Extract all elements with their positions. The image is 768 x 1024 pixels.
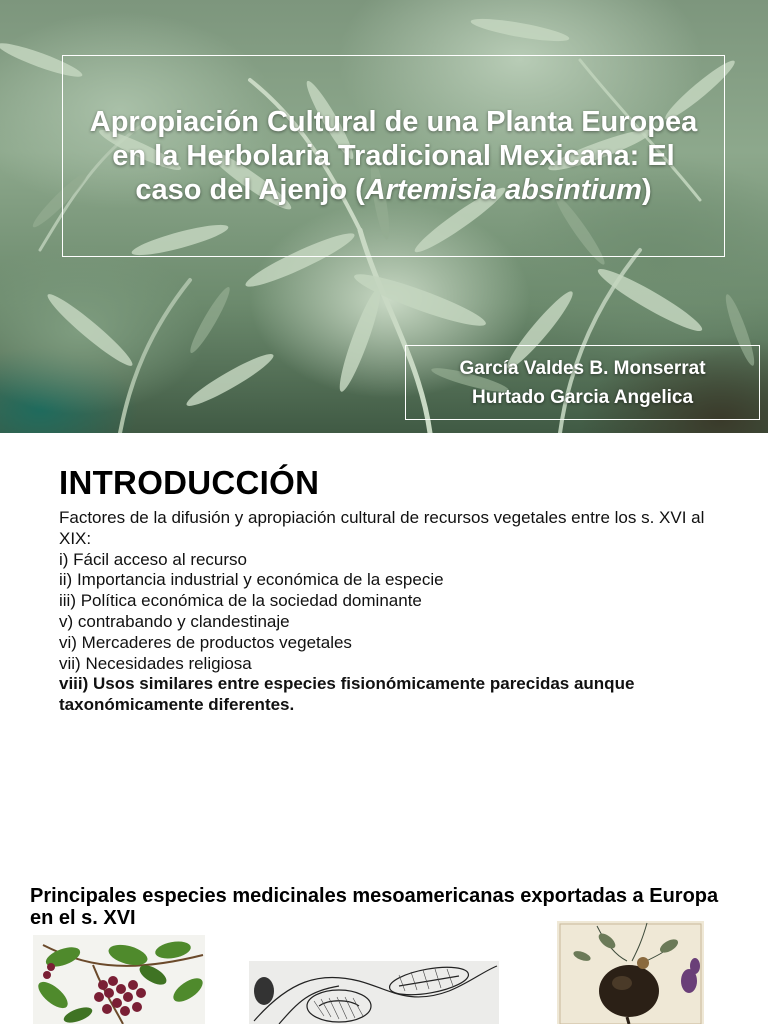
author-2: Hurtado Garcia Angelica: [471, 386, 694, 408]
list-item: ii) Importancia industrial y económica de la especie: [59, 570, 444, 590]
list-item: vii) Necesidades religiosa: [59, 653, 252, 673]
engraving-illustration-image: [249, 961, 499, 1024]
introduction-body: [59, 508, 719, 716]
list-item: vi) Mercaderes de productos vegetales: [59, 632, 352, 652]
author-1: García Valdes B. Monserrat: [459, 357, 706, 379]
title-text-closing: ): [641, 174, 652, 206]
botanical-plate-image: [557, 921, 704, 1024]
header-banner: [0, 0, 768, 433]
list-item: i) Fácil acceso al recurso: [59, 549, 248, 569]
list-item: v) contrabando y clandestinaje: [59, 611, 290, 631]
title-scientific-name: Artemisia absintium: [364, 174, 642, 206]
species-section-heading: Principales especies medicinales mesoamericanas exportadas a Europa en el s. XVI: [30, 885, 719, 929]
introduction-heading: INTRODUCCIÓN: [59, 464, 320, 501]
title-box: [62, 55, 725, 257]
list-item-emphasized: viii) Usos similares entre especies fisionómicamente parecidas aunque taxonómicamente diferentes.: [59, 674, 635, 715]
title-text-main: Apropiación Cultural de una Planta Europea en la Herbolaria Tradicional Mexicana: El caso del Ajenjo (: [89, 106, 698, 206]
authors-box: [405, 345, 760, 420]
presentation-title: [83, 105, 704, 207]
berry-plant-image: [33, 935, 205, 1024]
introduction-lead: Factores de la difusión y apropiación cultural de recursos vegetales entre los s. XVI al XIX:: [59, 508, 705, 548]
list-item: iii) Política económica de la sociedad dominante: [59, 591, 422, 611]
